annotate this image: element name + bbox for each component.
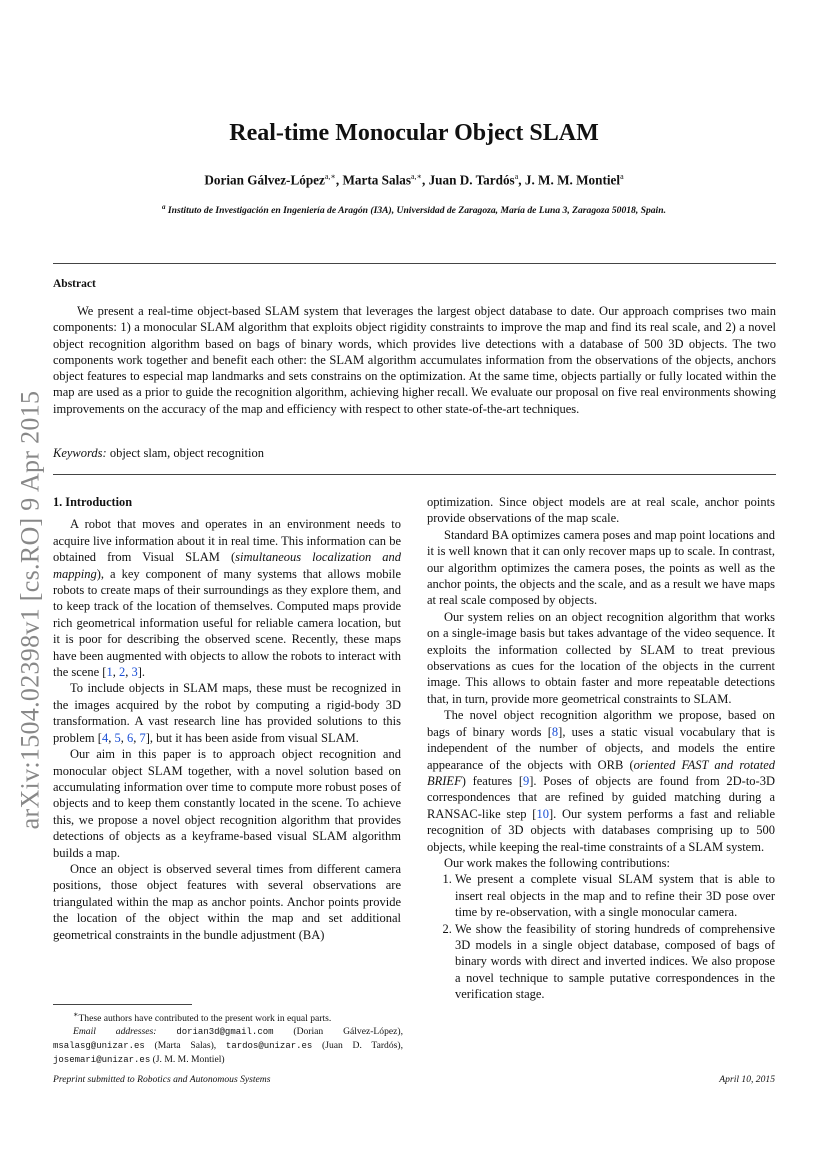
contribution-item: 2. We show the feasibility of storing hundreds of comprehensive 3D models in a single object database, composed of bags of binary words with direct and inverted indices. We also propose a novel technique to sample putative correspondences in the verification stage.: [455, 921, 775, 1003]
right-paragraph-0: optimization. Since object models are at real scale, anchor points provide observations of the map scale.: [427, 495, 775, 526]
footnote: [53, 1008, 403, 1067]
text-run: ].: [137, 665, 145, 680]
footnote-text: (J. M. M. Montiel): [150, 1054, 225, 1066]
section-heading-introduction: 1. Introduction: [53, 495, 133, 509]
text-run: To include objects in SLAM maps, these must be recognized in the images acquired by the robot by computing a rigid-body 3D transformation. A vast research line has provided solutions to this problem [: [53, 681, 401, 745]
citation-link[interactable]: 3: [131, 665, 138, 680]
footnote-emails: [53, 1025, 403, 1067]
right-column: [427, 494, 775, 1003]
affiliation-text: Instituto de Investigación en Ingeniería de Aragón (I3A), Universidad de Zaragoza, María de Luna 3, Zaragoza 50018, Spain.: [165, 205, 666, 217]
author-separator: ,: [335, 172, 343, 188]
email-link[interactable]: dorian3d@gmail.com: [176, 1027, 274, 1038]
footer-submission-note: Preprint submitted to Robotics and Autonomous Systems: [53, 1074, 271, 1085]
right-paragraph-3: [427, 707, 775, 855]
citation-link[interactable]: 1: [106, 665, 113, 680]
author-affil-mark: a: [514, 172, 519, 181]
text-run: ], but it has been aside from visual SLAM.: [145, 730, 359, 745]
text-run: The novel object recognition algorithm we propose, based on bags of binary words [: [427, 708, 775, 739]
intro-paragraph-1: A robot that moves and operates in an environment needs to acquire live information about it in real time. This information can be obtained from Visual SLAM (simultaneous localization and mapping), a key component of many systems that allows mobile robots to create maps of their surroundings as they explore them, and to keep track of the location of themselves. Computed maps provide rich geometrical information useful for reliable camera location, but it is poor for describing the observed scene. Recently, these maps have been augmented with objects to allow the robots to interact with the scene [1, 2, 3].: [53, 517, 402, 680]
email-link[interactable]: msalasg@unizar.es: [53, 1041, 145, 1052]
affiliation-mark: a: [162, 203, 166, 211]
author-name: Dorian Gálvez-López: [204, 172, 325, 188]
text-run: ]. Poses of objects are found from 2D-to-3D correspondences that are refined by guided matching during a RANSAC-like step [: [427, 773, 775, 821]
text-run: ]. Our system performs a fast and reliable recognition of 3D objects with databases comprising up to 500 objects, while keeping the real-time constraints of a SLAM system.: [427, 806, 775, 854]
author-name: Marta Salas: [342, 172, 411, 188]
text-run: ], uses a static visual vocabulary that is independent of the number of objects, and models the entire appearance of the objects with ORB (: [427, 724, 775, 772]
right-paragraph-1: Standard BA optimizes camera poses and map point locations and it is well known that it can only recover maps up to scale. In contrast, our algorithm optimizes the camera poses, the points as well as the anchor points, the objects and the scale, and as a result we have maps at real scale composed by objects.: [427, 527, 775, 608]
email-link[interactable]: josemari@unizar.es: [53, 1055, 151, 1066]
affiliation: [0, 203, 828, 216]
citation-link[interactable]: 9: [522, 773, 530, 788]
author-name: Juan D. Tardós: [428, 172, 515, 188]
citation-link[interactable]: 4: [101, 730, 109, 745]
right-paragraph-4: Our work makes the following contributions:: [444, 855, 671, 870]
text-run: A robot that moves and operates in an environment needs to acquire live information about it in real time. This information can be obtained from Visual SLAM (: [53, 517, 401, 565]
footer-date: April 10, 2015: [719, 1074, 775, 1085]
footnote-line-1: [53, 1008, 403, 1025]
citation-link[interactable]: 6: [126, 730, 134, 745]
author-affil-mark: a: [620, 172, 624, 181]
footnote-text: These authors have contributed to the present work in equal parts.: [78, 1013, 332, 1025]
footnote-text: (Dorian Gálvez-López),: [273, 1026, 403, 1038]
abstract-top-rule: [53, 263, 776, 264]
right-paragraph-2: Our system relies on an object recognition algorithm that works on a single-image basis but takes advantage of the video sequence. It exploits the information collected by SLAM to treat previous observations as cues for the location of the objects in the current image. This allows to obtain faster and more repeatable detections that, in turn, provide more geometrical constraints to SLAM.: [427, 609, 775, 706]
author-list: [0, 172, 828, 188]
abstract-text: We present a real-time object-based SLAM system that leverages the largest object database to date. Our approach comprises two main components: 1) a monocular SLAM algorithm that exploits object rigidity constraints to improve the map and find its real scale, and 2) a novel object recognition algorithm based on bags of binary words, which provides live detections with a database of 500 3D objects. The two components work together and benefit each other: the SLAM algorithm accumulates information from the observations of the objects, anchors object features to especial map landmarks and sets constrains on the optimization. At the same time, objects partially or fully located within the map are used as a prior to guide the recognition algorithm, achieving higher recall. We evaluate our proposal on five real environments showing improvements on the accuracy of the map and efficiency with respect to other state-of-the-art techniques.: [53, 304, 776, 416]
author-affil-mark: a,∗: [324, 172, 336, 181]
contribution-item: 1. We present a complete visual SLAM system that is able to insert real objects in the map and to refine their 3D pose over time by re-observation, with a single monocular camera.: [455, 871, 775, 920]
citation-link[interactable]: 10: [536, 806, 549, 821]
paper-title: Real-time Monocular Object SLAM: [229, 120, 599, 146]
footnote-rule: [53, 1004, 192, 1005]
citation-link[interactable]: 2: [118, 665, 126, 680]
footnote-star: ∗: [73, 1010, 79, 1019]
text-run-italic: simultaneous localization and mapping: [53, 550, 402, 581]
citation-link[interactable]: 5: [114, 730, 121, 745]
email-label: Email addresses:: [73, 1026, 157, 1038]
arxiv-stamp-text: arXiv:1504.02398v1 [cs.RO] 9 Apr 2015: [15, 390, 44, 830]
intro-paragraph-3: Our aim in this paper is to approach object recognition and monocular object SLAM together, with a novel solution based on accumulating information over time to compute more robust poses of objects and to keep them constantly located in the scene. To achieve this, we propose a novel object recognition algorithm that provides detections of objects as a keyframe-based visual SLAM algorithm builds a map.: [53, 747, 401, 860]
keywords-label: Keywords:: [53, 446, 107, 460]
abstract-bottom-rule: [53, 474, 776, 475]
text-run: ), a key component of many systems that allows mobile robots to create maps of their surroundings as they explore them, and to keep track of the location of themselves. Computed maps provide rich geometrical information useful for reliable camera location, but it is poor for describing the observed scene. Recently, these maps have been augmented with objects to allow the robots to interact with the scene [: [53, 566, 401, 680]
footnote-text: (Juan D. Tardós),: [312, 1040, 403, 1052]
author-name: J. M. M. Montiel: [524, 172, 621, 188]
footnote-text: (Marta Salas),: [144, 1040, 226, 1052]
intro-paragraph-4: Once an object is observed several times from different camera positions, those object features with several observations are triangulated within the map as anchor points. Anchor points provide the location of the object within the map and set additional geometrical constraints in the bundle adjustment (BA): [53, 861, 401, 942]
keywords: [53, 446, 264, 461]
intro-paragraph-2: To include objects in SLAM maps, these must be recognized in the images acquired by the robot by computing a rigid-body 3D transformation. A vast research line has provided solutions to this problem [4, 5, 6, 7], but it has been aside from visual SLAM.: [53, 681, 401, 745]
text-run-italic: oriented FAST and rotated BRIEF: [427, 757, 775, 788]
keywords-text: object slam, object recognition: [106, 446, 264, 460]
contributions-list: [427, 871, 775, 1002]
abstract-heading: Abstract: [53, 278, 96, 290]
citation-link[interactable]: 7: [139, 730, 146, 745]
author-affil-mark: a,∗: [410, 172, 422, 181]
left-column: [53, 494, 401, 943]
author-separator: ,: [518, 172, 525, 188]
author-separator: ,: [421, 172, 429, 188]
email-link[interactable]: tardos@unizar.es: [225, 1041, 313, 1052]
text-run: ) features [: [461, 773, 523, 788]
arxiv-side-stamp: [10, 370, 50, 850]
citation-link[interactable]: 8: [551, 724, 559, 739]
